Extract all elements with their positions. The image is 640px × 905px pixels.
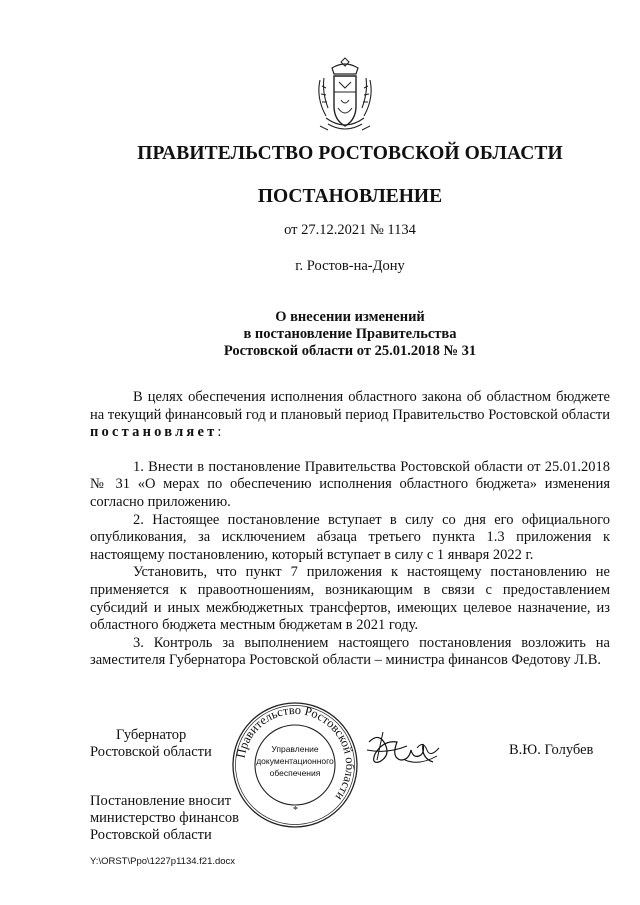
stamp-center-line-2: документационного (256, 756, 334, 766)
introduced-by-line-2: министерство финансов (90, 810, 239, 826)
governor-name: В.Ю. Голубев (509, 742, 594, 758)
governor-title (90, 727, 212, 761)
decree-colon: : (217, 424, 222, 441)
subject-line-3: Ростовской области от 25.01.2018 № 31 (223, 343, 477, 359)
place-line: г. Ростов-на-Дону (295, 258, 405, 274)
introduced-by-line-1: Постановление вносит (90, 793, 232, 809)
date-number-line: от 27.12.2021 № 1134 (284, 222, 416, 238)
document-subject (0, 309, 640, 360)
stamp-star-icon: * (293, 805, 298, 816)
governor-title-line-2: Ростовской области (90, 744, 212, 760)
preamble-paragraph (90, 389, 610, 442)
file-path-footer: Y:\ORST\Ppo\1227p1134.f21.docx (90, 856, 236, 867)
introduced-by-line-3: Ростовской области (90, 827, 212, 843)
item-2-extra-paragraph: Установить, что пункт 7 приложения к настоящему постановлению не применяется к правоотношениям, возникающим в связи с предоставлением субсидий и иных межбюджетных трансфертов, имеющих целевое назначение, из областного бюджета местным бюджетам в 2021 году. (90, 564, 610, 634)
item-2-paragraph: 2. Настоящее постановление вступает в силу со дня его официального опубликования, за исключением абзаца третьего пункта 1.3 приложения к настоящему постановлению, который вступает в силу с 1 января 2022 г. (90, 511, 610, 563)
stamp-center-line-1: Управление (271, 744, 319, 754)
item-3-paragraph: 3. Контроль за выполнением настоящего постановления возложить на заместителя Губернатора Ростовской области – министра финансов Федотову Л.В. (90, 634, 610, 669)
coat-of-arms-emblem (314, 56, 376, 134)
item-1-paragraph: 1. Внести в постановление Правительства Ростовской области от 25.01.2018 № 31 «О мерах по обеспечению исполнения областного бюджета» изменения согласно приложению. (90, 458, 610, 510)
preamble-text: В целях обеспечения исполнения областного закона об областном бюджете на текущий финансовый год и плановый период Правительство Ростовской области (90, 389, 610, 423)
subject-line-2: в постановление Правительства (243, 326, 457, 342)
subject-line-1: О внесении изменений (275, 309, 425, 325)
stamp-center-line-3: обеспечения (269, 768, 321, 778)
introduced-by-block (90, 793, 239, 844)
governor-title-line-1: Губернатор (116, 727, 187, 743)
document-type: ПОСТАНОВЛЕНИЕ (257, 186, 443, 207)
document-body (90, 389, 610, 670)
stamp-ring-text: Правительство Ростовской области (233, 702, 358, 804)
decree-word: постановляет (90, 424, 218, 441)
organization-title: ПРАВИТЕЛЬСТВО РОСТОВСКОЙ ОБЛАСТИ (137, 143, 563, 164)
handwritten-signature (365, 728, 445, 772)
official-stamp (230, 700, 360, 830)
